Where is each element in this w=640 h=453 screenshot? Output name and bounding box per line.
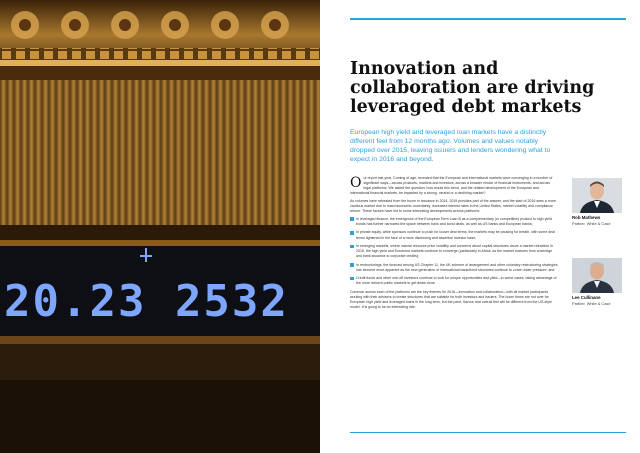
drop-cap: O: [350, 175, 362, 191]
square-bullet-icon: [350, 277, 354, 281]
article-page: [320, 0, 640, 453]
author-card: [572, 258, 628, 306]
ticker-digits: 20.23 2532: [4, 276, 289, 327]
list-item-text: Credit funds and other one-off investors continue to look for unique opportunities and yield—in some cases, taking advantage of the more reticent public markets to get deals done.: [356, 276, 557, 286]
article-title: [350, 60, 610, 117]
bottom-rule: [350, 432, 626, 433]
list-item-text: In private equity, while sponsors continue to push for looser deal terms, the markets may be pausing for breath, with some deal terms tightened in the face of a more discerning and assertive investor base;: [356, 230, 555, 240]
square-bullet-icon: [350, 245, 354, 249]
closing-paragraph: Common across each of the platforms are the key themes for 2016—innovation and collaboration—with all market participants working with their advisers to create structures that are suitable for both investors and issuers. The boom times are not over for European high yield and leveraged loans in the long term, but the pace, flavour and overall feel will be different from the US-style model. It is going to be an interesting ride.: [350, 289, 552, 310]
author-name: Rob Mathews: [572, 215, 601, 220]
author-card: [572, 178, 628, 226]
list-item: [350, 244, 558, 259]
intro-paragraph-2: As volumes have retreated from the boom in issuance in 2014, 2015 provides part of the answer, and the start of 2016 sees a more cautious market due to macroeconomic uncertainty, increased interest rates in the United States, market volatility and compliance reform. These factors have led to some interesting developments across platforms:: [350, 198, 556, 214]
list-item-text: In emerging markets, where natural resource price volatility and concerns about capital structures drove a market retraction in 2015, the high yield and Eurobond markets continue to converge (particularly in Africa, as the market matures from sovereign and bank issuance to corporate credits);: [356, 244, 553, 259]
list-item: [350, 230, 558, 240]
square-bullet-icon: [350, 231, 354, 235]
title-line-2: collaboration are driving: [350, 78, 595, 98]
list-item-text: In leveraged finance, the emergence of the European Term Loan B as a complementary (or competitive) product to high yield bonds has further narrowed the space between bank and bond deals, as well as US banks and European banks;: [356, 216, 552, 226]
list-item: [350, 276, 558, 286]
list-item-text: In restructurings, the forecast among US Chapter 11, the UK scheme of arrangement and other voluntary restructuring strategies has become more apparent as the new generation of international bank/bond structures continue to come under pressure; and: [356, 262, 558, 272]
intro-paragraph: [350, 176, 558, 196]
intro-text: ur report last year, Coming of age, revealed that the European and international markets were converging in a number of significant ways—across products, markets and investors, across a broader choice of financial instruments, and across legal platforms. We asked the question: how would this trend, and the related development of the European and international financial markets, be impacted by a strong, neutral or a declining market?: [350, 176, 553, 196]
author-role: Partner, White & Case: [572, 300, 611, 306]
square-bullet-icon: [350, 263, 354, 267]
list-item: [350, 217, 558, 227]
title-line-1: Innovation and: [350, 59, 499, 79]
author-portrait: [572, 258, 622, 293]
author-role: Partner, White & Case: [572, 220, 611, 226]
title-line-3: leveraged debt markets: [350, 97, 582, 117]
top-rule: [350, 18, 626, 20]
author-portrait: [572, 178, 622, 213]
list-item: [350, 263, 558, 273]
lead-paragraph: European high yield and leveraged loan markets have a distinctly different feel from 12 months ago. Volumes and values notably dropped over 2015, leaving issuers and lenders wondering what to expect in 2016 and beyond.: [350, 129, 551, 163]
square-bullet-icon: [350, 217, 354, 221]
author-name: Lee Cullinane: [572, 295, 601, 300]
article-body: [350, 176, 558, 313]
